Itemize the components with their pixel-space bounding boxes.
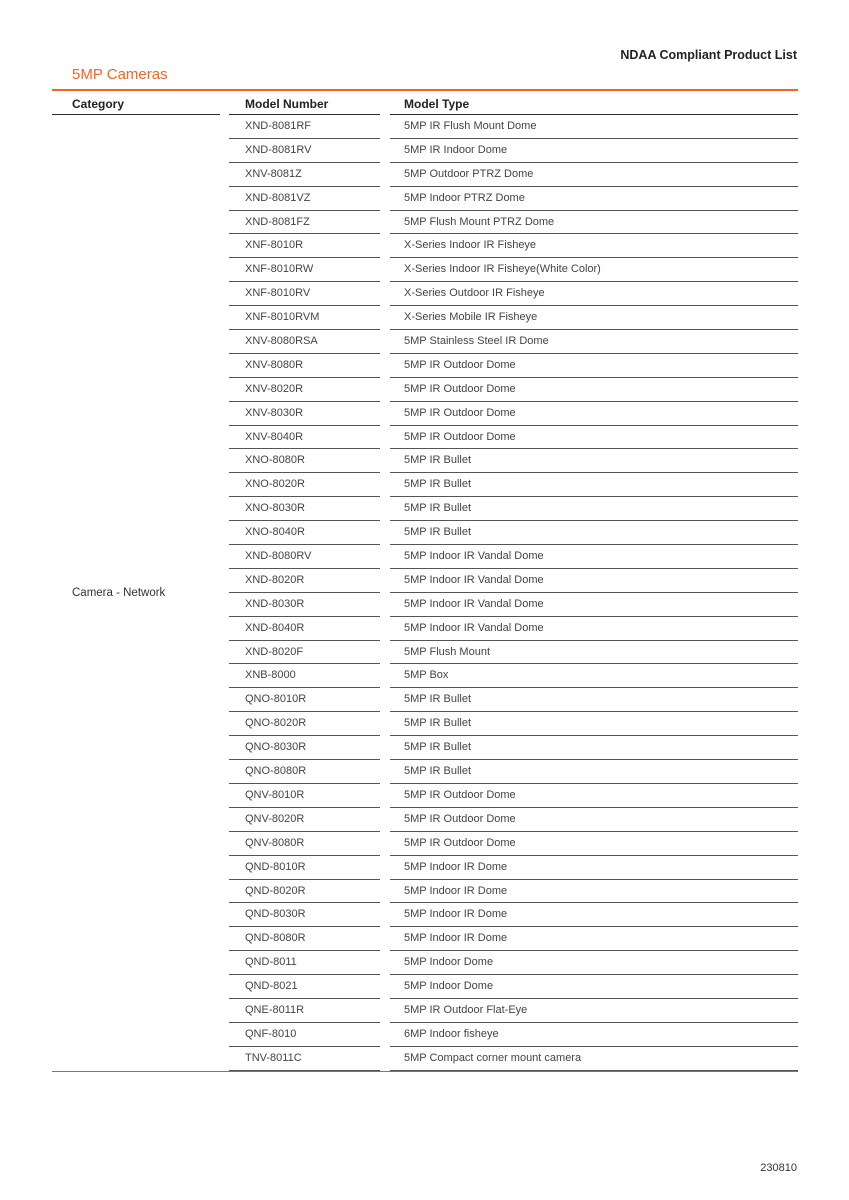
model-number-cell: XNF-8010RV [229,282,380,306]
model-type-cell: 5MP Indoor Dome [390,951,798,975]
section-title: 5MP Cameras [72,66,168,83]
table-row [0,234,849,258]
model-number-cell: XND-8030R [229,593,380,617]
table-row [0,426,849,450]
model-type-cell: 5MP Box [390,664,798,688]
model-type-cell: 5MP IR Outdoor Dome [390,808,798,832]
model-type-cell: 5MP Outdoor PTRZ Dome [390,163,798,187]
model-number-cell: XND-8020R [229,569,380,593]
model-type-cell: 5MP IR Outdoor Dome [390,426,798,450]
model-type-cell: 5MP IR Outdoor Dome [390,378,798,402]
model-number-cell: XNO-8020R [229,473,380,497]
model-number-cell: QNO-8010R [229,688,380,712]
table-row [0,449,849,473]
model-number-cell: XNF-8010R [229,234,380,258]
table-bottom-divider [52,1071,798,1072]
table-row [0,258,849,282]
table-row [0,139,849,163]
table-row [0,664,849,688]
model-type-cell: 5MP Indoor IR Vandal Dome [390,593,798,617]
model-number-cell: QNV-8020R [229,808,380,832]
model-number-cell: XNO-8030R [229,497,380,521]
model-type-cell: 5MP IR Outdoor Dome [390,402,798,426]
model-number-cell: TNV-8011C [229,1047,380,1071]
column-header-category: Category [72,97,125,111]
table-row [0,736,849,760]
accent-divider [52,89,798,91]
table-row [0,808,849,832]
model-number-cell: XND-8081VZ [229,187,380,211]
model-type-cell: 5MP Indoor Dome [390,975,798,999]
table-row [0,760,849,784]
model-number-cell: XNV-8030R [229,402,380,426]
model-number-cell: XNV-8080R [229,354,380,378]
model-number-cell: QND-8010R [229,856,380,880]
model-number-cell: XNV-8081Z [229,163,380,187]
table-row [0,784,849,808]
table-row [0,354,849,378]
document-code: 230810 [760,1162,797,1174]
model-number-cell: QNO-8030R [229,736,380,760]
table-row [0,473,849,497]
table-row [0,999,849,1023]
model-number-cell: QNF-8010 [229,1023,380,1047]
table-row [0,712,849,736]
model-type-cell: 5MP IR Bullet [390,497,798,521]
model-number-cell: QNV-8080R [229,832,380,856]
model-type-cell: X-Series Outdoor IR Fisheye [390,282,798,306]
model-number-cell: XNB-8000 [229,664,380,688]
table-row [0,927,849,951]
model-type-cell: 5MP Indoor IR Dome [390,880,798,904]
model-number-cell: XNF-8010RVM [229,306,380,330]
model-number-cell: QNE-8011R [229,999,380,1023]
model-type-cell: 5MP Indoor IR Dome [390,856,798,880]
model-number-cell: QND-8021 [229,975,380,999]
model-type-cell: X-Series Indoor IR Fisheye(White Color) [390,258,798,282]
model-type-cell: X-Series Indoor IR Fisheye [390,234,798,258]
model-number-cell: XNF-8010RW [229,258,380,282]
model-number-cell: XNV-8080RSA [229,330,380,354]
model-number-cell: QND-8030R [229,903,380,927]
model-type-cell: 5MP Indoor IR Dome [390,927,798,951]
model-type-cell: 5MP Compact corner mount camera [390,1047,798,1071]
model-type-cell: 5MP Indoor IR Vandal Dome [390,545,798,569]
table-row [0,402,849,426]
category-cell: Camera - Network [72,587,166,599]
table-row [0,1023,849,1047]
model-type-cell: 5MP Flush Mount [390,641,798,665]
table-row [0,641,849,665]
model-type-cell: 5MP IR Bullet [390,712,798,736]
model-number-cell: XND-8081RF [229,115,380,139]
table-row [0,545,849,569]
model-type-cell: 5MP IR Flush Mount Dome [390,115,798,139]
model-type-cell: 5MP IR Bullet [390,473,798,497]
model-number-cell: QNO-8020R [229,712,380,736]
model-type-cell: 5MP Stainless Steel IR Dome [390,330,798,354]
model-number-cell: XND-8080RV [229,545,380,569]
model-type-cell: 5MP IR Bullet [390,760,798,784]
table-row [0,521,849,545]
model-number-cell: QNO-8080R [229,760,380,784]
model-type-cell: 5MP IR Outdoor Dome [390,354,798,378]
model-number-cell: XND-8081RV [229,139,380,163]
column-header-model-number: Model Number [245,97,329,111]
table-row [0,163,849,187]
table-row [0,856,849,880]
table-row [0,330,849,354]
model-number-cell: XNV-8040R [229,426,380,450]
column-header-model-type: Model Type [404,97,470,111]
model-type-cell: 5MP IR Outdoor Flat-Eye [390,999,798,1023]
model-type-cell: 5MP Indoor PTRZ Dome [390,187,798,211]
model-number-cell: QND-8080R [229,927,380,951]
table-row [0,688,849,712]
model-number-cell: XNO-8040R [229,521,380,545]
model-type-cell: 5MP Indoor IR Vandal Dome [390,569,798,593]
table-row [0,115,849,139]
document-title: NDAA Compliant Product List [620,48,797,62]
model-type-cell: 5MP Indoor IR Dome [390,903,798,927]
table-row [0,832,849,856]
model-number-cell: XND-8040R [229,617,380,641]
model-type-cell: 5MP IR Bullet [390,449,798,473]
table-row [0,1047,849,1071]
model-type-cell: X-Series Mobile IR Fisheye [390,306,798,330]
table-row [0,306,849,330]
table-row [0,617,849,641]
model-number-cell: QNV-8010R [229,784,380,808]
model-type-cell: 5MP IR Indoor Dome [390,139,798,163]
model-number-cell: QND-8020R [229,880,380,904]
model-type-cell: 5MP Flush Mount PTRZ Dome [390,211,798,235]
table-row [0,497,849,521]
table-row [0,187,849,211]
model-type-cell: 5MP IR Bullet [390,521,798,545]
model-type-cell: 6MP Indoor fisheye [390,1023,798,1047]
table-row [0,880,849,904]
table-row [0,903,849,927]
table-row [0,378,849,402]
table-row [0,975,849,999]
model-type-cell: 5MP Indoor IR Vandal Dome [390,617,798,641]
model-number-cell: XND-8020F [229,641,380,665]
table-row [0,951,849,975]
model-type-cell: 5MP IR Bullet [390,688,798,712]
model-number-cell: XNV-8020R [229,378,380,402]
model-type-cell: 5MP IR Bullet [390,736,798,760]
model-number-cell: XNO-8080R [229,449,380,473]
model-type-cell: 5MP IR Outdoor Dome [390,832,798,856]
table-row [0,282,849,306]
table-row [0,211,849,235]
model-number-cell: QND-8011 [229,951,380,975]
model-number-cell: XND-8081FZ [229,211,380,235]
model-type-cell: 5MP IR Outdoor Dome [390,784,798,808]
